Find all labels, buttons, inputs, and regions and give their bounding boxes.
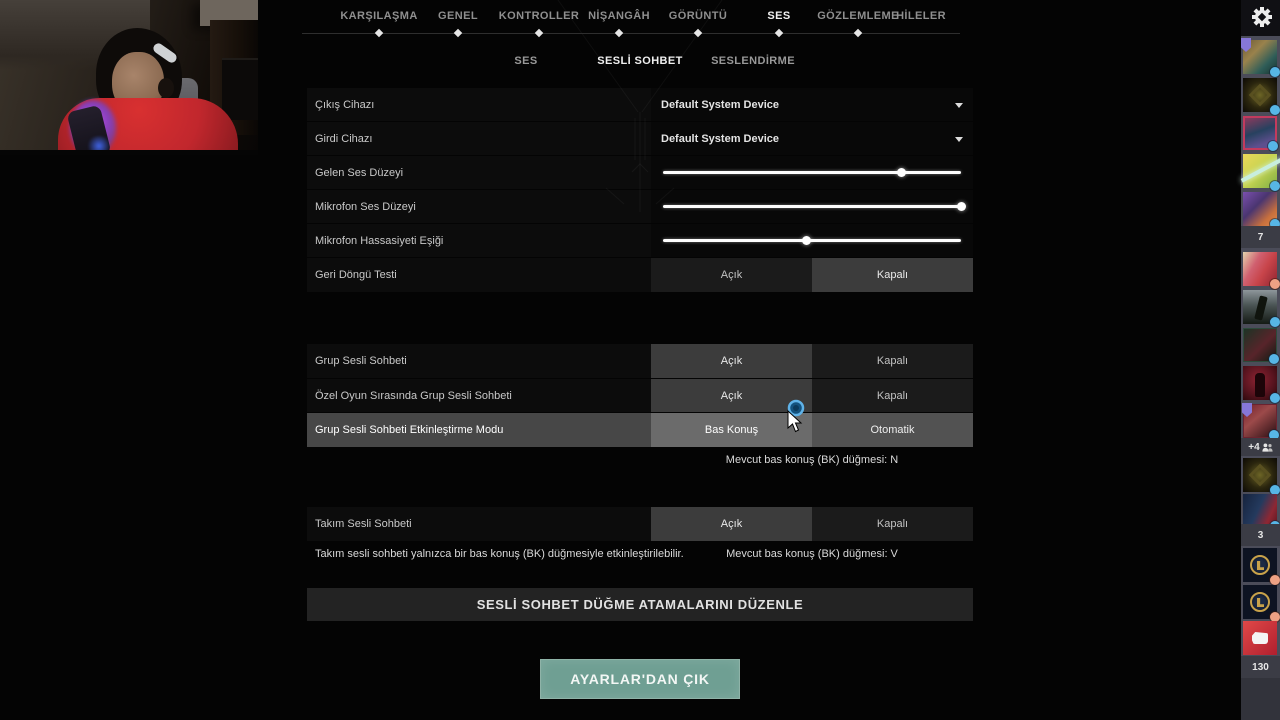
tab-diamond-marker (694, 29, 702, 37)
tab-diamond-marker (854, 29, 862, 37)
player-card-tile[interactable] (1243, 192, 1277, 226)
webcam-feed (0, 0, 258, 155)
toggle-option-bas-konus[interactable]: Bas Konuş (651, 413, 812, 447)
toggle-option-kapali[interactable]: Kapalı (812, 258, 973, 292)
chevron-down-icon (955, 103, 963, 108)
tab-diamond-marker (454, 29, 462, 37)
riot-fist-tile[interactable] (1243, 621, 1277, 655)
overflow-count: +4 (1248, 441, 1260, 453)
setting-row-mic-volume (307, 190, 973, 223)
people-icon (1262, 443, 1273, 452)
webcam-monitor (222, 58, 258, 120)
setting-row-team-voice (307, 507, 973, 541)
player-card-tile[interactable] (1243, 494, 1277, 528)
setting-row-output-device (307, 88, 973, 121)
tab-hileler[interactable]: HİLELER (896, 10, 946, 22)
setting-label: Mikrofon Ses Düzeyi (307, 190, 651, 223)
tab-gozlemleme[interactable]: GÖZLEMLEME (817, 10, 899, 22)
tab-diamond-marker (775, 29, 783, 37)
rail-count-badge: 3 (1241, 524, 1280, 546)
tab-genel[interactable]: GENEL (438, 10, 478, 22)
setting-row-input-device (307, 122, 973, 155)
incoming-volume-slider[interactable] (651, 156, 973, 189)
setting-row-party-voice-activation-mode (307, 413, 973, 447)
player-card-tile[interactable] (1243, 458, 1277, 492)
setting-label: Mikrofon Hassasiyeti Eşiği (307, 224, 651, 257)
setting-row-mic-threshold (307, 224, 973, 257)
player-card-tile[interactable] (1243, 404, 1277, 438)
edit-voice-bindings-button[interactable]: SESLİ SOHBET DÜĞME ATAMALARINI DÜZENLE (307, 588, 973, 621)
party-voice-toggle (651, 344, 973, 378)
setting-label: Özel Oyun Sırasında Grup Sesli Sohbeti (307, 379, 651, 412)
toggle-option-otomatik[interactable]: Otomatik (812, 413, 973, 447)
tab-diamond-marker (535, 29, 543, 37)
chevron-down-icon (955, 137, 963, 142)
settings-gear-icon[interactable] (1251, 6, 1273, 28)
setting-row-party-voice (307, 344, 973, 378)
presence-dot (1268, 141, 1278, 151)
rail-overflow-badge[interactable] (1241, 438, 1280, 456)
dropdown-value: Default System Device (661, 132, 779, 145)
presence-dot (1269, 354, 1279, 364)
slider-thumb[interactable] (802, 236, 811, 245)
webcam-bottom-edge (0, 150, 258, 155)
setting-row-loopback-test (307, 258, 973, 292)
party-ptt-hint: Mevcut bas konuş (BK) düğmesi: N (725, 454, 899, 466)
subtab-sesli-sohbet[interactable]: SESLİ SOHBET (597, 55, 683, 67)
setting-label: Geri Döngü Testi (307, 258, 651, 292)
setting-row-custom-game-party-voice (307, 379, 973, 412)
dropdown-value: Default System Device (661, 98, 779, 111)
mic-volume-slider[interactable] (651, 190, 973, 223)
setting-label: Çıkış Cihazı (307, 88, 651, 121)
player-card-tile[interactable] (1243, 328, 1277, 362)
presence-dot (1270, 181, 1280, 191)
toggle-option-acik[interactable]: Açık (651, 507, 812, 541)
setting-row-incoming-volume (307, 156, 973, 189)
stream-marker-icon (1242, 403, 1252, 417)
slider-track (663, 171, 961, 174)
presence-dot (1270, 393, 1280, 403)
tab-goruntu[interactable]: GÖRÜNTÜ (668, 10, 728, 22)
team-ptt-hint: Mevcut bas konuş (BK) düğmesi: V (726, 548, 898, 560)
toggle-option-acik[interactable]: Açık (651, 344, 812, 378)
presence-dot (1270, 317, 1280, 327)
custom-game-party-voice-toggle (651, 379, 973, 412)
player-card-tile[interactable] (1243, 290, 1277, 324)
toggle-option-kapali[interactable]: Kapalı (812, 379, 973, 412)
player-card-tile[interactable] (1243, 40, 1277, 74)
stream-marker-icon (1241, 38, 1251, 52)
setting-label: Girdi Cihazı (307, 122, 651, 155)
league-icon-tile[interactable] (1243, 585, 1277, 619)
slider-thumb[interactable] (957, 202, 966, 211)
tab-diamond-marker (615, 29, 623, 37)
player-card-tile[interactable] (1243, 78, 1277, 112)
exit-settings-button[interactable]: AYARLAR'DAN ÇIK (540, 659, 740, 699)
team-voice-toggle (651, 507, 973, 541)
toggle-option-acik[interactable]: Açık (651, 258, 812, 292)
player-card-tile[interactable] (1243, 252, 1277, 286)
presence-dot (1270, 279, 1280, 289)
headphone-earcup (158, 78, 174, 98)
player-card-tile[interactable] (1243, 366, 1277, 400)
rail-bottom-background (1241, 678, 1280, 720)
input-device-dropdown[interactable] (651, 122, 973, 155)
tab-diamond-marker (375, 29, 383, 37)
setting-label: Grup Sesli Sohbeti (307, 344, 651, 378)
presence-dot (1270, 575, 1280, 585)
player-card-tile[interactable] (1243, 116, 1277, 150)
player-card-tile[interactable] (1243, 154, 1277, 188)
subtab-ses[interactable]: SES (514, 55, 538, 67)
subtab-seslendirme[interactable]: SESLENDİRME (711, 55, 795, 67)
rail-count-badge: 7 (1241, 226, 1280, 248)
tab-ses[interactable]: SES (767, 10, 791, 22)
rail-count-badge: 130 (1241, 656, 1280, 678)
output-device-dropdown[interactable] (651, 88, 973, 121)
setting-label: Grup Sesli Sohbeti Etkinleştirme Modu (307, 413, 651, 447)
slider-track (663, 239, 961, 242)
toggle-option-kapali[interactable]: Kapalı (812, 344, 973, 378)
activation-mode-toggle (651, 413, 973, 447)
tab-kontroller[interactable]: KONTROLLER (498, 10, 580, 22)
slider-track (663, 205, 961, 208)
tab-karsilasma[interactable]: KARŞILAŞMA (340, 10, 418, 22)
tab-nisangah[interactable]: NİŞANGÂH (588, 10, 650, 22)
toggle-option-acik[interactable]: Açık (651, 379, 812, 412)
setting-label: Takım Sesli Sohbeti (307, 507, 651, 541)
presence-dot (1270, 105, 1280, 115)
toggle-option-kapali[interactable]: Kapalı (812, 507, 973, 541)
slider-thumb[interactable] (897, 168, 906, 177)
presence-dot (1270, 67, 1280, 77)
team-voice-note: Takım sesli sohbeti yalnızca bir bas konuş (BK) düğmesiyle etkinleştirilebilir. (315, 548, 684, 560)
loopback-toggle (651, 258, 973, 292)
mic-threshold-slider[interactable] (651, 224, 973, 257)
setting-label: Gelen Ses Düzeyi (307, 156, 651, 189)
league-icon-tile[interactable] (1243, 548, 1277, 582)
